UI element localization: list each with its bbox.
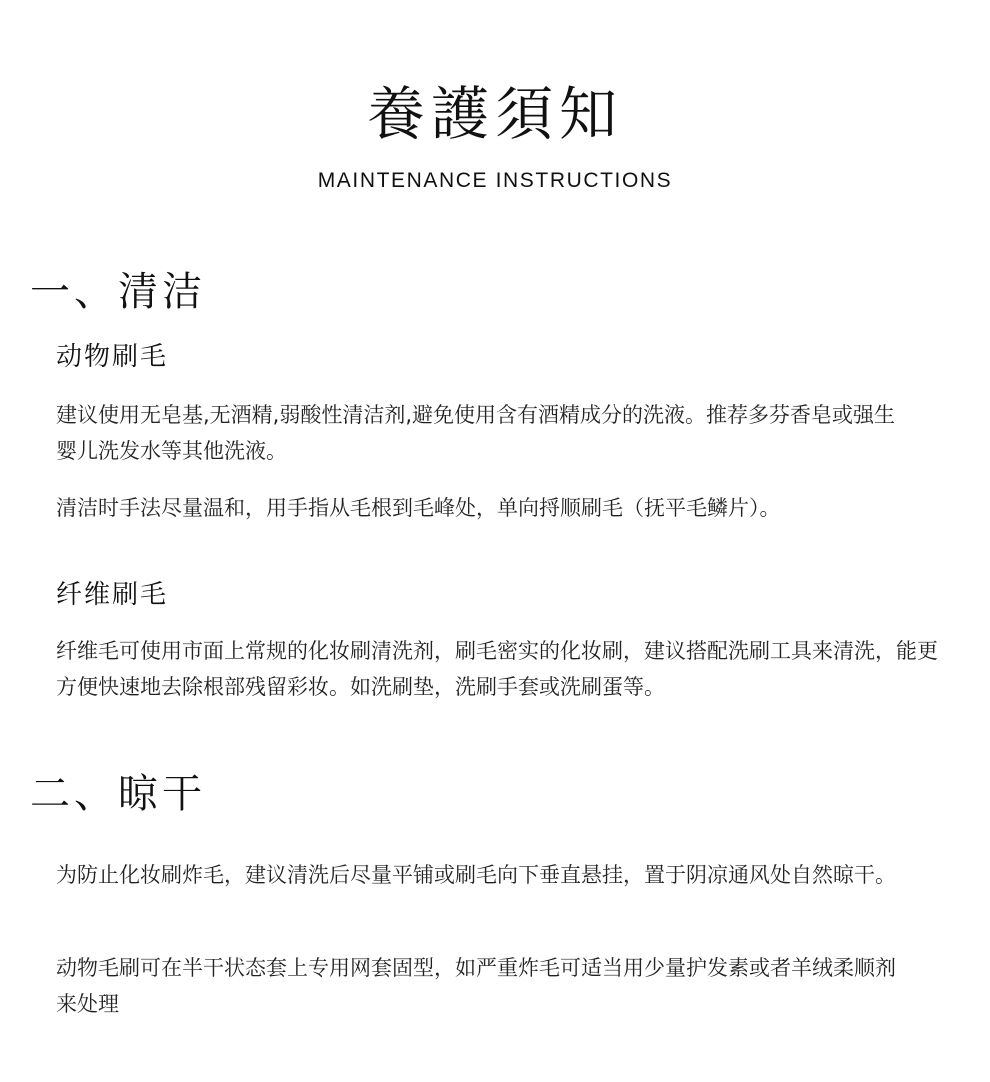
page-subtitle: MAINTENANCE INSTRUCTIONS <box>317 169 673 192</box>
section-heading-drying: 二、晾干 <box>30 771 206 817</box>
paragraph-animal-bristles-technique: 清洁时手法尽量温和，用手指从毛根到毛峰处，单向捋顺刷毛（抚平毛鳞片）。 <box>56 496 781 520</box>
paragraph-drying-net: 动物毛刷可在半干状态套上专用网套固型，如严重炸毛可适当用少量护发素或者羊绒柔顺剂来处理 <box>56 956 896 1016</box>
paragraph-drying-hang: 为防止化妆刷炸毛，建议清洗后尽量平铺或刷毛向下垂直悬挂，置于阴凉通风处自然晾干。 <box>56 863 896 887</box>
subheading-animal-bristles: 动物刷毛 <box>56 342 169 372</box>
page-title: 養護須知 <box>366 80 623 148</box>
section-heading-cleaning: 一、清洁 <box>30 269 206 315</box>
paragraph-synthetic-bristles: 纤维毛可使用市面上常规的化妆刷清洗剂，刷毛密实的化妆刷，建议搭配洗刷工具来清洗，能更方便快速地去除根部残留彩妆。如洗刷垫，洗刷手套或洗刷蛋等。 <box>56 639 938 699</box>
paragraph-animal-bristles-cleanser: 建议使用无皂基,无酒精,弱酸性清洁剂,避免使用含有酒精成分的洗液。推荐多芬香皂或强生婴儿洗发水等其他洗液。 <box>56 403 896 463</box>
subheading-synthetic-bristles: 纤维刷毛 <box>56 580 169 610</box>
